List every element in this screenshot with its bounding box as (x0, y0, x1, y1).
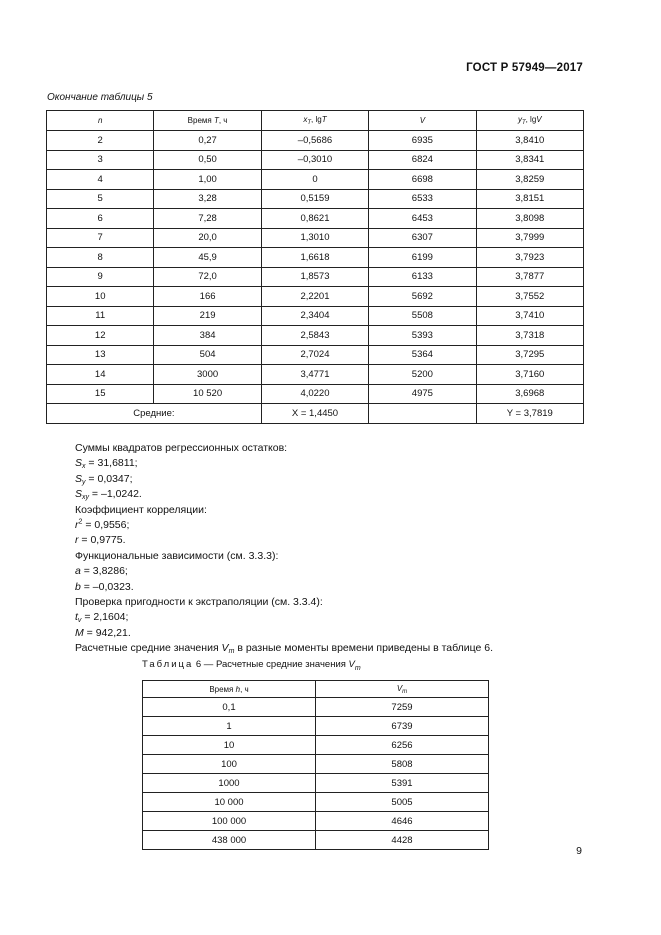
final-sentence: Расчетные средние значения $V_m$ в разные моменты времени приведены в таблице 6. (75, 642, 494, 656)
table-cell: 1,3010 (261, 228, 368, 248)
table-6-body (143, 698, 489, 850)
table-cell: 219 (154, 306, 261, 326)
table-row (47, 267, 584, 287)
table-row (47, 287, 584, 307)
table-cell: 3,7410 (476, 306, 583, 326)
table-cell: 3,8410 (476, 131, 583, 151)
table-cell: 7 (47, 228, 154, 248)
header-x: $x_T$, lgT (261, 111, 368, 131)
table-cell: 72,0 (154, 267, 261, 287)
table-cell: 0,5159 (261, 189, 368, 209)
table-cell: 0,50 (154, 150, 261, 170)
table-cell: 6199 (369, 248, 476, 268)
table-row (47, 248, 584, 268)
table-cell: 4975 (369, 384, 476, 404)
table-cell: 4646 (316, 812, 489, 831)
table-cell: 3,28 (154, 189, 261, 209)
table-cell: 5393 (369, 326, 476, 346)
table-cell: 5508 (369, 306, 476, 326)
table-cell: 20,0 (154, 228, 261, 248)
table-cell: 2,5843 (261, 326, 368, 346)
m-line: M = 942,21. (75, 626, 131, 639)
table-cell: 14 (47, 365, 154, 385)
table-cell: 7,28 (154, 209, 261, 229)
table-cell: 3000 (154, 365, 261, 385)
table-cell: 5391 (316, 774, 489, 793)
table-cell: 0 (261, 170, 368, 190)
table-cell: 8 (47, 248, 154, 268)
table-cell: 4 (47, 170, 154, 190)
table-cell: 1,8573 (261, 267, 368, 287)
average-empty (369, 404, 476, 424)
table-cell: 6698 (369, 170, 476, 190)
table-cell: –0,5686 (261, 131, 368, 151)
table-cell: 3,7552 (476, 287, 583, 307)
table-6-header-row (143, 681, 489, 698)
extrapolation-title: Проверка пригодности к экстраполяции (см. 3.3.4): (75, 596, 323, 609)
table-cell: 6739 (316, 717, 489, 736)
table-row (143, 793, 489, 812)
table-cell: 438 000 (143, 831, 316, 850)
averages-label: Средние: (47, 404, 262, 424)
table-cell: 3,8341 (476, 150, 583, 170)
table-cell: 6256 (316, 736, 489, 755)
table-cell: 384 (154, 326, 261, 346)
standard-designation: ГОСТ Р 57949—2017 (466, 62, 583, 74)
table-row (143, 736, 489, 755)
header-v: V (369, 111, 476, 131)
functional-title: Функциональные зависимости (см. 3.3.3): (75, 549, 279, 562)
table-cell: 3,8098 (476, 209, 583, 229)
table-row (143, 774, 489, 793)
table-cell: 0,8621 (261, 209, 368, 229)
table-cell: 15 (47, 384, 154, 404)
table-cell: 2,3404 (261, 306, 368, 326)
correlation-title: Коэффициент корреляции: (75, 503, 207, 516)
table-row (47, 345, 584, 365)
sxy-line: $S_{xy} = -1,0242$. (75, 488, 142, 502)
table-cell: 4,0220 (261, 384, 368, 404)
table-cell: 5200 (369, 365, 476, 385)
table-cell: 100 (143, 755, 316, 774)
table-cell: 6935 (369, 131, 476, 151)
table-cell: 2 (47, 131, 154, 151)
table-cell: 3,8259 (476, 170, 583, 190)
table-row (47, 131, 584, 151)
table-cell: 2,2201 (261, 287, 368, 307)
table-cell: 10 000 (143, 793, 316, 812)
sx-line: $S_x = 31,6811$; (75, 457, 138, 471)
table-5-continuation-caption: Окончание таблицы 5 (47, 92, 153, 103)
table-cell: 5005 (316, 793, 489, 812)
table-cell: 4428 (316, 831, 489, 850)
calculation-results (75, 441, 493, 657)
table-cell: 0,27 (154, 131, 261, 151)
table-cell: 6 (47, 209, 154, 229)
table-row (47, 189, 584, 209)
table-row (143, 831, 489, 850)
table-cell: 13 (47, 345, 154, 365)
header-y: $y_T$, lgV (476, 111, 583, 131)
table-cell: 6307 (369, 228, 476, 248)
table-row (47, 306, 584, 326)
table-cell: 3,7318 (476, 326, 583, 346)
table-6 (142, 680, 489, 850)
table-cell: 6133 (369, 267, 476, 287)
table-cell: 2,7024 (261, 345, 368, 365)
table-row (143, 812, 489, 831)
b-line: b = –0,0323. (75, 580, 134, 593)
table-cell: 45,9 (154, 248, 261, 268)
table-cell: –0,3010 (261, 150, 368, 170)
table-cell: 3,7160 (476, 365, 583, 385)
table-cell: 3 (47, 150, 154, 170)
table-cell: 10 (143, 736, 316, 755)
table-cell: 6824 (369, 150, 476, 170)
table-cell: 1 (143, 717, 316, 736)
table-cell: 166 (154, 287, 261, 307)
table-cell: 6453 (369, 209, 476, 229)
table-cell: 3,7999 (476, 228, 583, 248)
table-cell: 3,6968 (476, 384, 583, 404)
table-row (47, 326, 584, 346)
average-x: X = 1,4450 (261, 404, 368, 424)
table-cell: 9 (47, 267, 154, 287)
table-cell: 5 (47, 189, 154, 209)
average-y: Y = 3,7819 (476, 404, 583, 424)
table-cell: 3,7923 (476, 248, 583, 268)
table-row (47, 170, 584, 190)
table-row (47, 150, 584, 170)
a-line: a = 3,8286; (75, 565, 128, 578)
table-5-averages-row (47, 404, 584, 424)
table-cell: 11 (47, 306, 154, 326)
table-5-body (47, 131, 584, 404)
table-cell: 3,7295 (476, 345, 583, 365)
table-5-header-row (47, 111, 584, 131)
table-cell: 6533 (369, 189, 476, 209)
tv-line: $t_v = 2,1604$; (75, 611, 129, 625)
table-row (143, 755, 489, 774)
table-cell: 3,8151 (476, 189, 583, 209)
table-row (143, 698, 489, 717)
table-cell: 504 (154, 345, 261, 365)
table-cell: 3,7877 (476, 267, 583, 287)
table-cell: 5364 (369, 345, 476, 365)
table-cell: 1000 (143, 774, 316, 793)
table-cell: 3,4771 (261, 365, 368, 385)
table-cell: 12 (47, 326, 154, 346)
table-row (47, 384, 584, 404)
table-cell: 5808 (316, 755, 489, 774)
header-time-h: Время h, ч (143, 681, 316, 698)
table-cell: 7259 (316, 698, 489, 717)
header-n: n (47, 111, 154, 131)
r2-line: $r^2 = 0,9556$; (75, 518, 130, 532)
table-cell: 1,00 (154, 170, 261, 190)
table-6-caption: Таблица 6 — Расчетные средние значения $V_m$ (142, 659, 361, 672)
r-line: r = 0,9775. (75, 534, 126, 547)
table-cell: 100 000 (143, 812, 316, 831)
table-row (47, 228, 584, 248)
sums-title: Суммы квадратов регрессионных остатков: (75, 442, 288, 454)
table-row (143, 717, 489, 736)
header-time: Время T, ч (154, 111, 261, 131)
table-cell: 5692 (369, 287, 476, 307)
table-row (47, 365, 584, 385)
table-cell: 1,6618 (261, 248, 368, 268)
table-cell: 10 520 (154, 384, 261, 404)
table-cell: 0,1 (143, 698, 316, 717)
sy-line: $S_y = 0,0347$; (75, 472, 133, 486)
table-row (47, 209, 584, 229)
page-number: 9 (576, 845, 582, 857)
table-cell: 10 (47, 287, 154, 307)
table-5 (46, 110, 584, 424)
header-vm: $V_m$ (316, 681, 489, 698)
